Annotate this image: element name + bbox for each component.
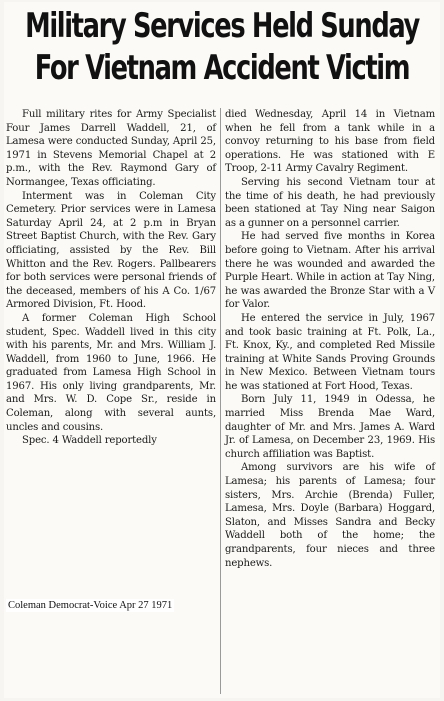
paragraph: Full military rites for Army Specialist Four James Darrell Waddell, 21, of Lamesa were conducted Sunday, April 25, 1971 in Stevens Memorial Chapel at 2 p.m., with the Rev. Raymond Gary of Normangee, Texas officiating. <box>6 109 216 188</box>
headline-line-2: For Vietnam Accident Victim <box>34 48 410 88</box>
paragraph: A former Coleman High School student, Spec. Waddell lived in this city with his parents, Mr. and Mrs. William J. Waddell, from 1960 to June, 1966. He graduated from Lamesa High School in 1967. His only living grandparents, Mr. and Mrs. W. D. Cope Sr., reside in Coleman, along with several aunts, uncles and cousins. <box>6 312 216 433</box>
paragraph: Spec. 4 Waddell reportedly <box>22 435 157 447</box>
paragraph: He had served five months in Korea before going to Vietnam. After his arrival there he was wounded and awarded the Purple Heart. While in action at Tay Ning, he was awarded the Bronze Star with a V for Valor. <box>225 231 435 311</box>
paragraph: Interment was in Coleman City Cemetery. Prior services were in Lamesa Saturday April 24, at 2 p.m in Bryan Street Baptist Church, with the Rev. Gary officiating, assisted by the Rev. Bill Whitton and the Rev. Rogers. Pallbearers for both services were personal friends of the deceased, members of his A Co. 1/67 Armored Division, Ft. Hood. <box>6 190 216 311</box>
paragraph: died Wednesday, April 14 in Vietnam when he fell from a tank while in a convoy returning to his base from field operations. He was stationed with E Troop, 2-11 Army Cavalry Regiment. <box>225 109 435 175</box>
paragraph: Born July 11, 1949 in Odessa, he married Miss Brenda Mae Ward, daughter of Mr. and Mrs. James A. Ward Jr. of Lamesa, on December 23, 1969. His church affiliation was Baptist. <box>225 394 435 460</box>
article-column-left <box>6 108 216 448</box>
paragraph: Among survivors are his wife of Lamesa; his parents of Lamesa; four sisters, Mrs. Archie (Brenda) Fuller, Lamesa, Mrs. Doyle (Barbara) Hoggard, Slaton, and Misses Sandra and Becky Waddell both of the home; the grandparents, four nieces and three nephews. <box>225 462 435 569</box>
article-column-right <box>225 108 435 570</box>
paragraph: Serving his second Vietnam tour at the time of his death, he had previously been stationed at Tay Ning near Saigon as a gunner on a personnel carrier. <box>225 176 435 229</box>
headline-line-1: Military Services Held Sunday <box>25 6 419 46</box>
source-caption: Coleman Democrat-Voice Apr 27 1971 <box>8 600 173 611</box>
paragraph: He entered the service in July, 1967 and took basic training at Ft. Polk, La., Ft. Knox, Ky., and completed Red Missile training at White Sands Proving Grounds in New Mexico. Between Vietnam tours he was stationed at Fort Hood, Texas. <box>225 312 435 392</box>
column-divider <box>220 108 221 694</box>
